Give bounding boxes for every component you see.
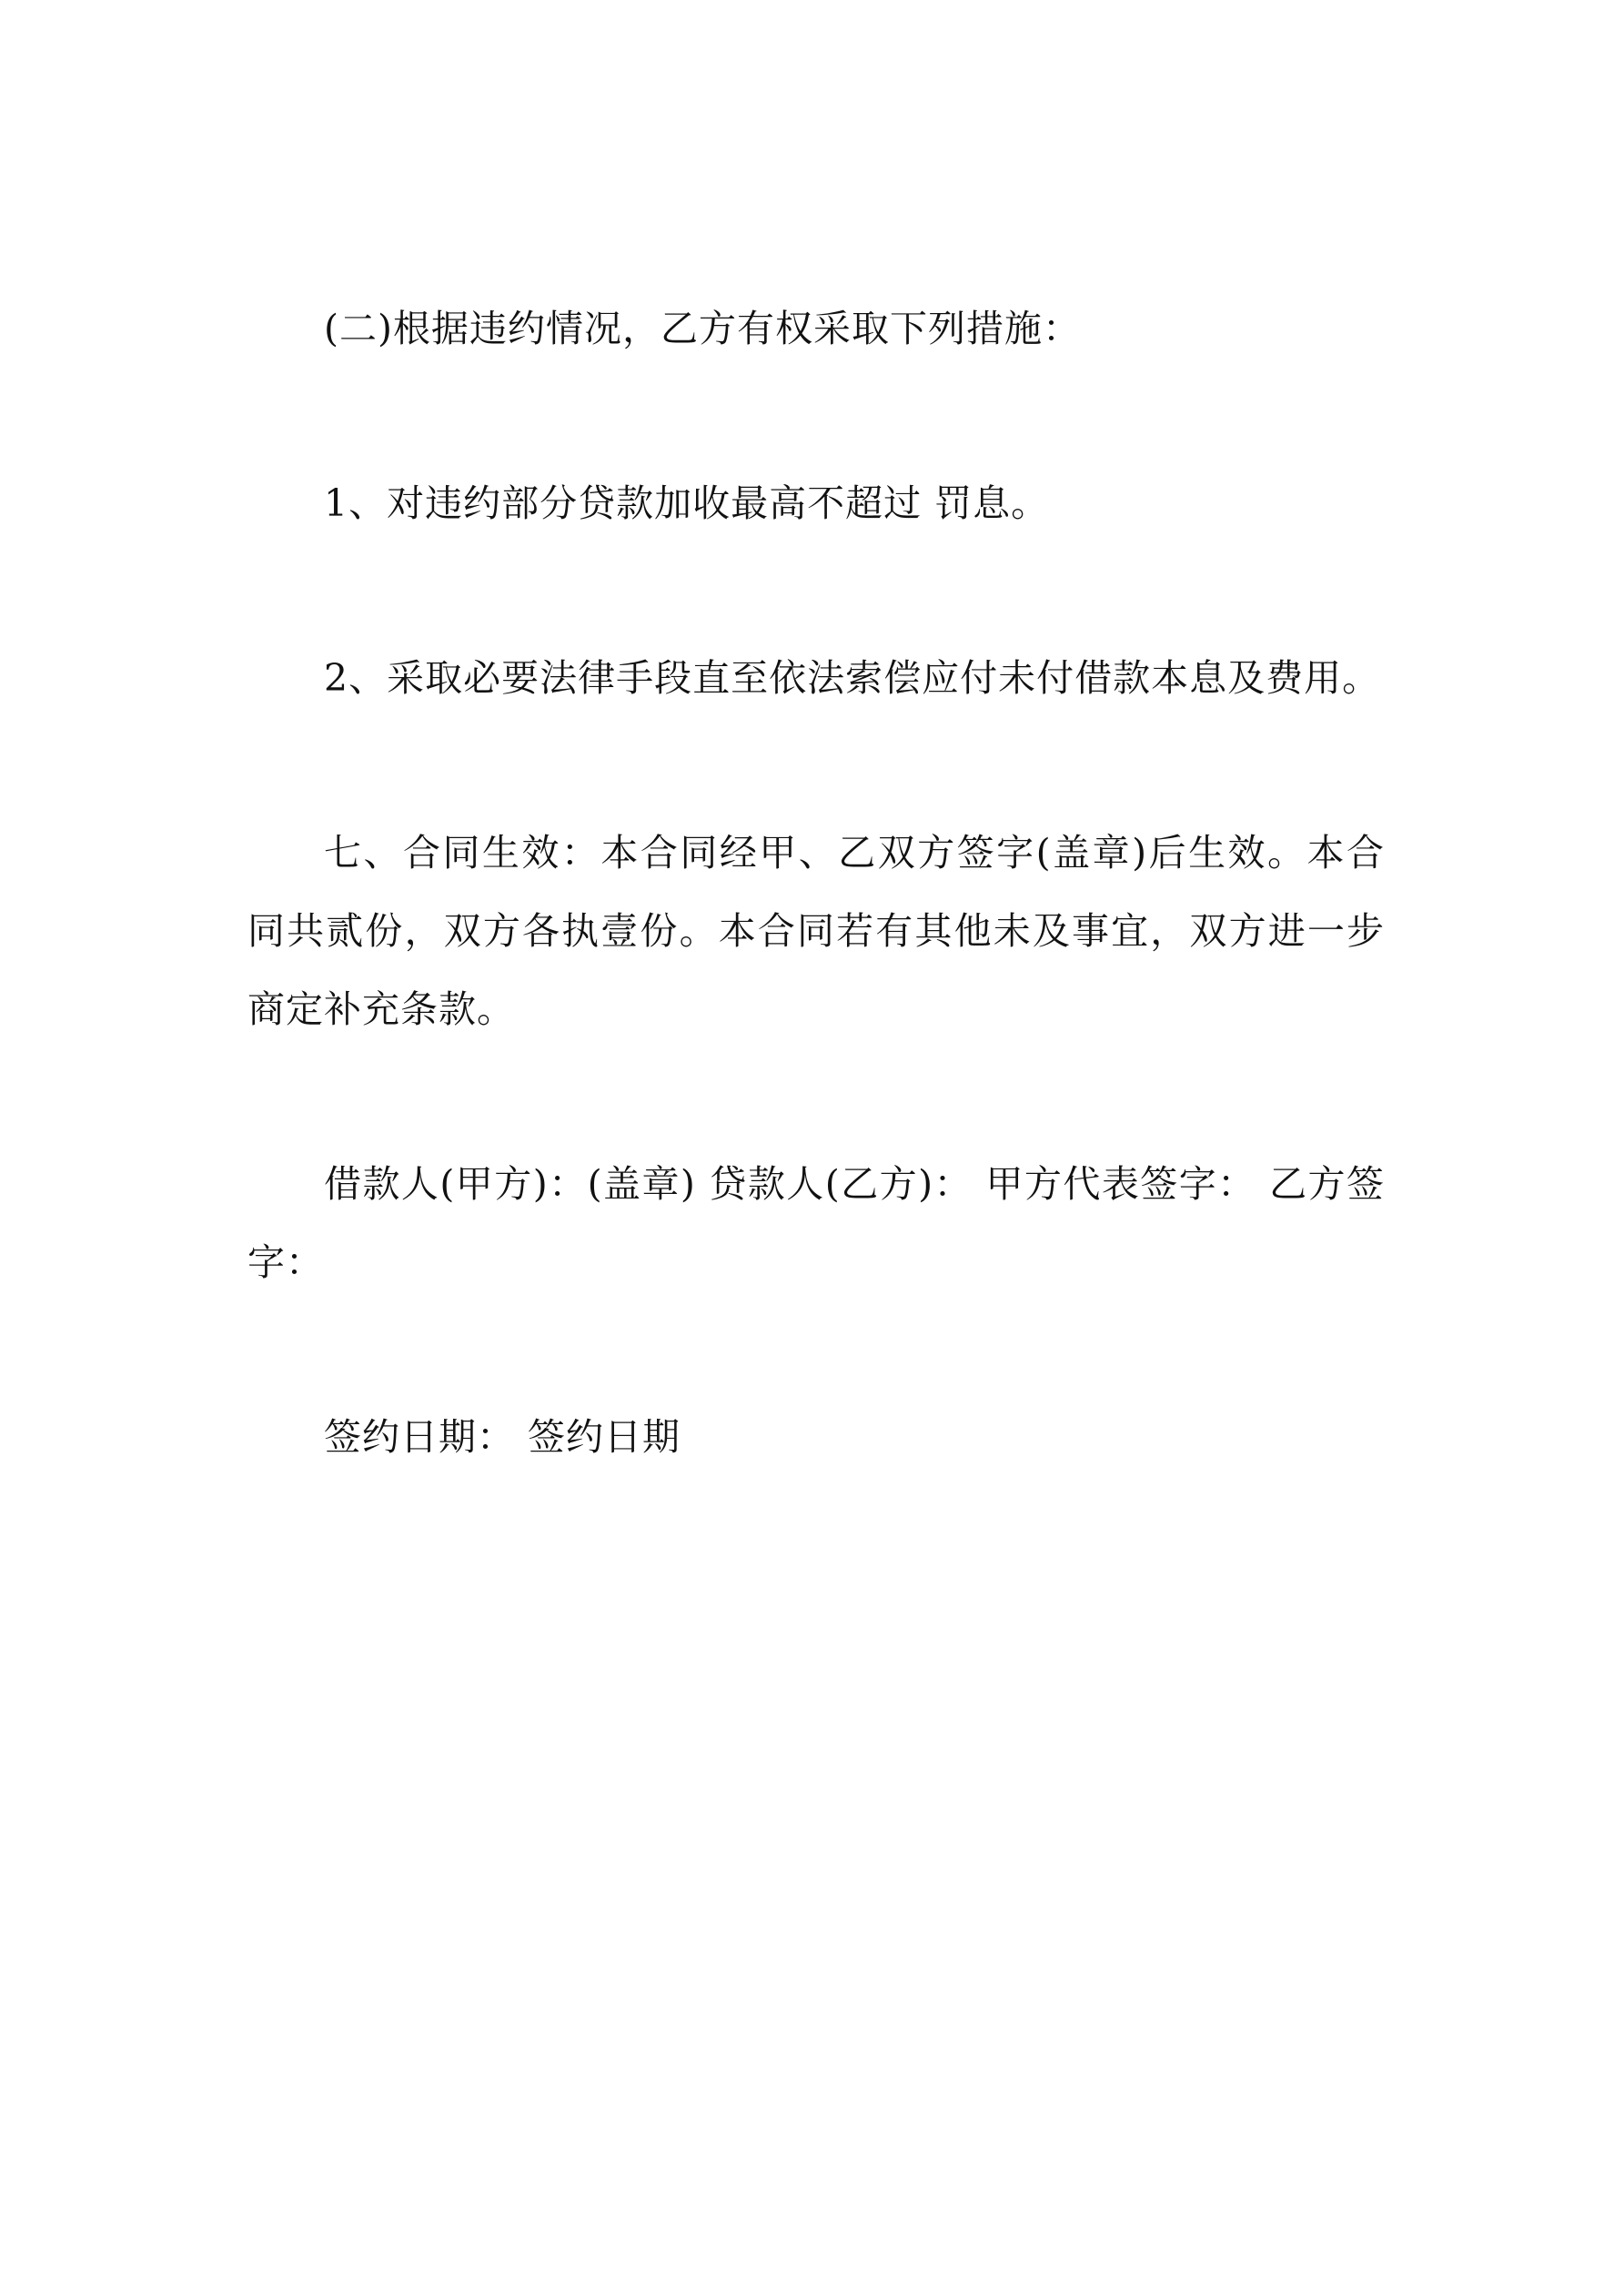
paragraph-legal-action: 2、采取必要法律手段直至依法索偿应付未付借款本息及费用。 [324, 656, 1381, 700]
paragraph-contract-effect: 七、合同生效：本合同经甲、乙双方签字(盖章)后生效。本合同共贰份，双方各执壹份。本合同若有其他未及事宜，双方进一步商定补充条款。 [247, 831, 1385, 1031]
paragraph-signing-date: 签约日期： 签约日期 [324, 1415, 681, 1459]
paragraph-signatures: 借款人(甲方)：(盖章) 贷款人(乙方)： 甲方代表签字： 乙方签字： [247, 1162, 1385, 1284]
paragraph-remedies-heading: (二)根据违约情况，乙方有权采取下列措施： [324, 307, 1081, 350]
document-body [247, 289, 1385, 1476]
paragraph-penalty-interest: 1、对违约部分贷款加收最高不超过 罚息。 [324, 481, 1050, 525]
